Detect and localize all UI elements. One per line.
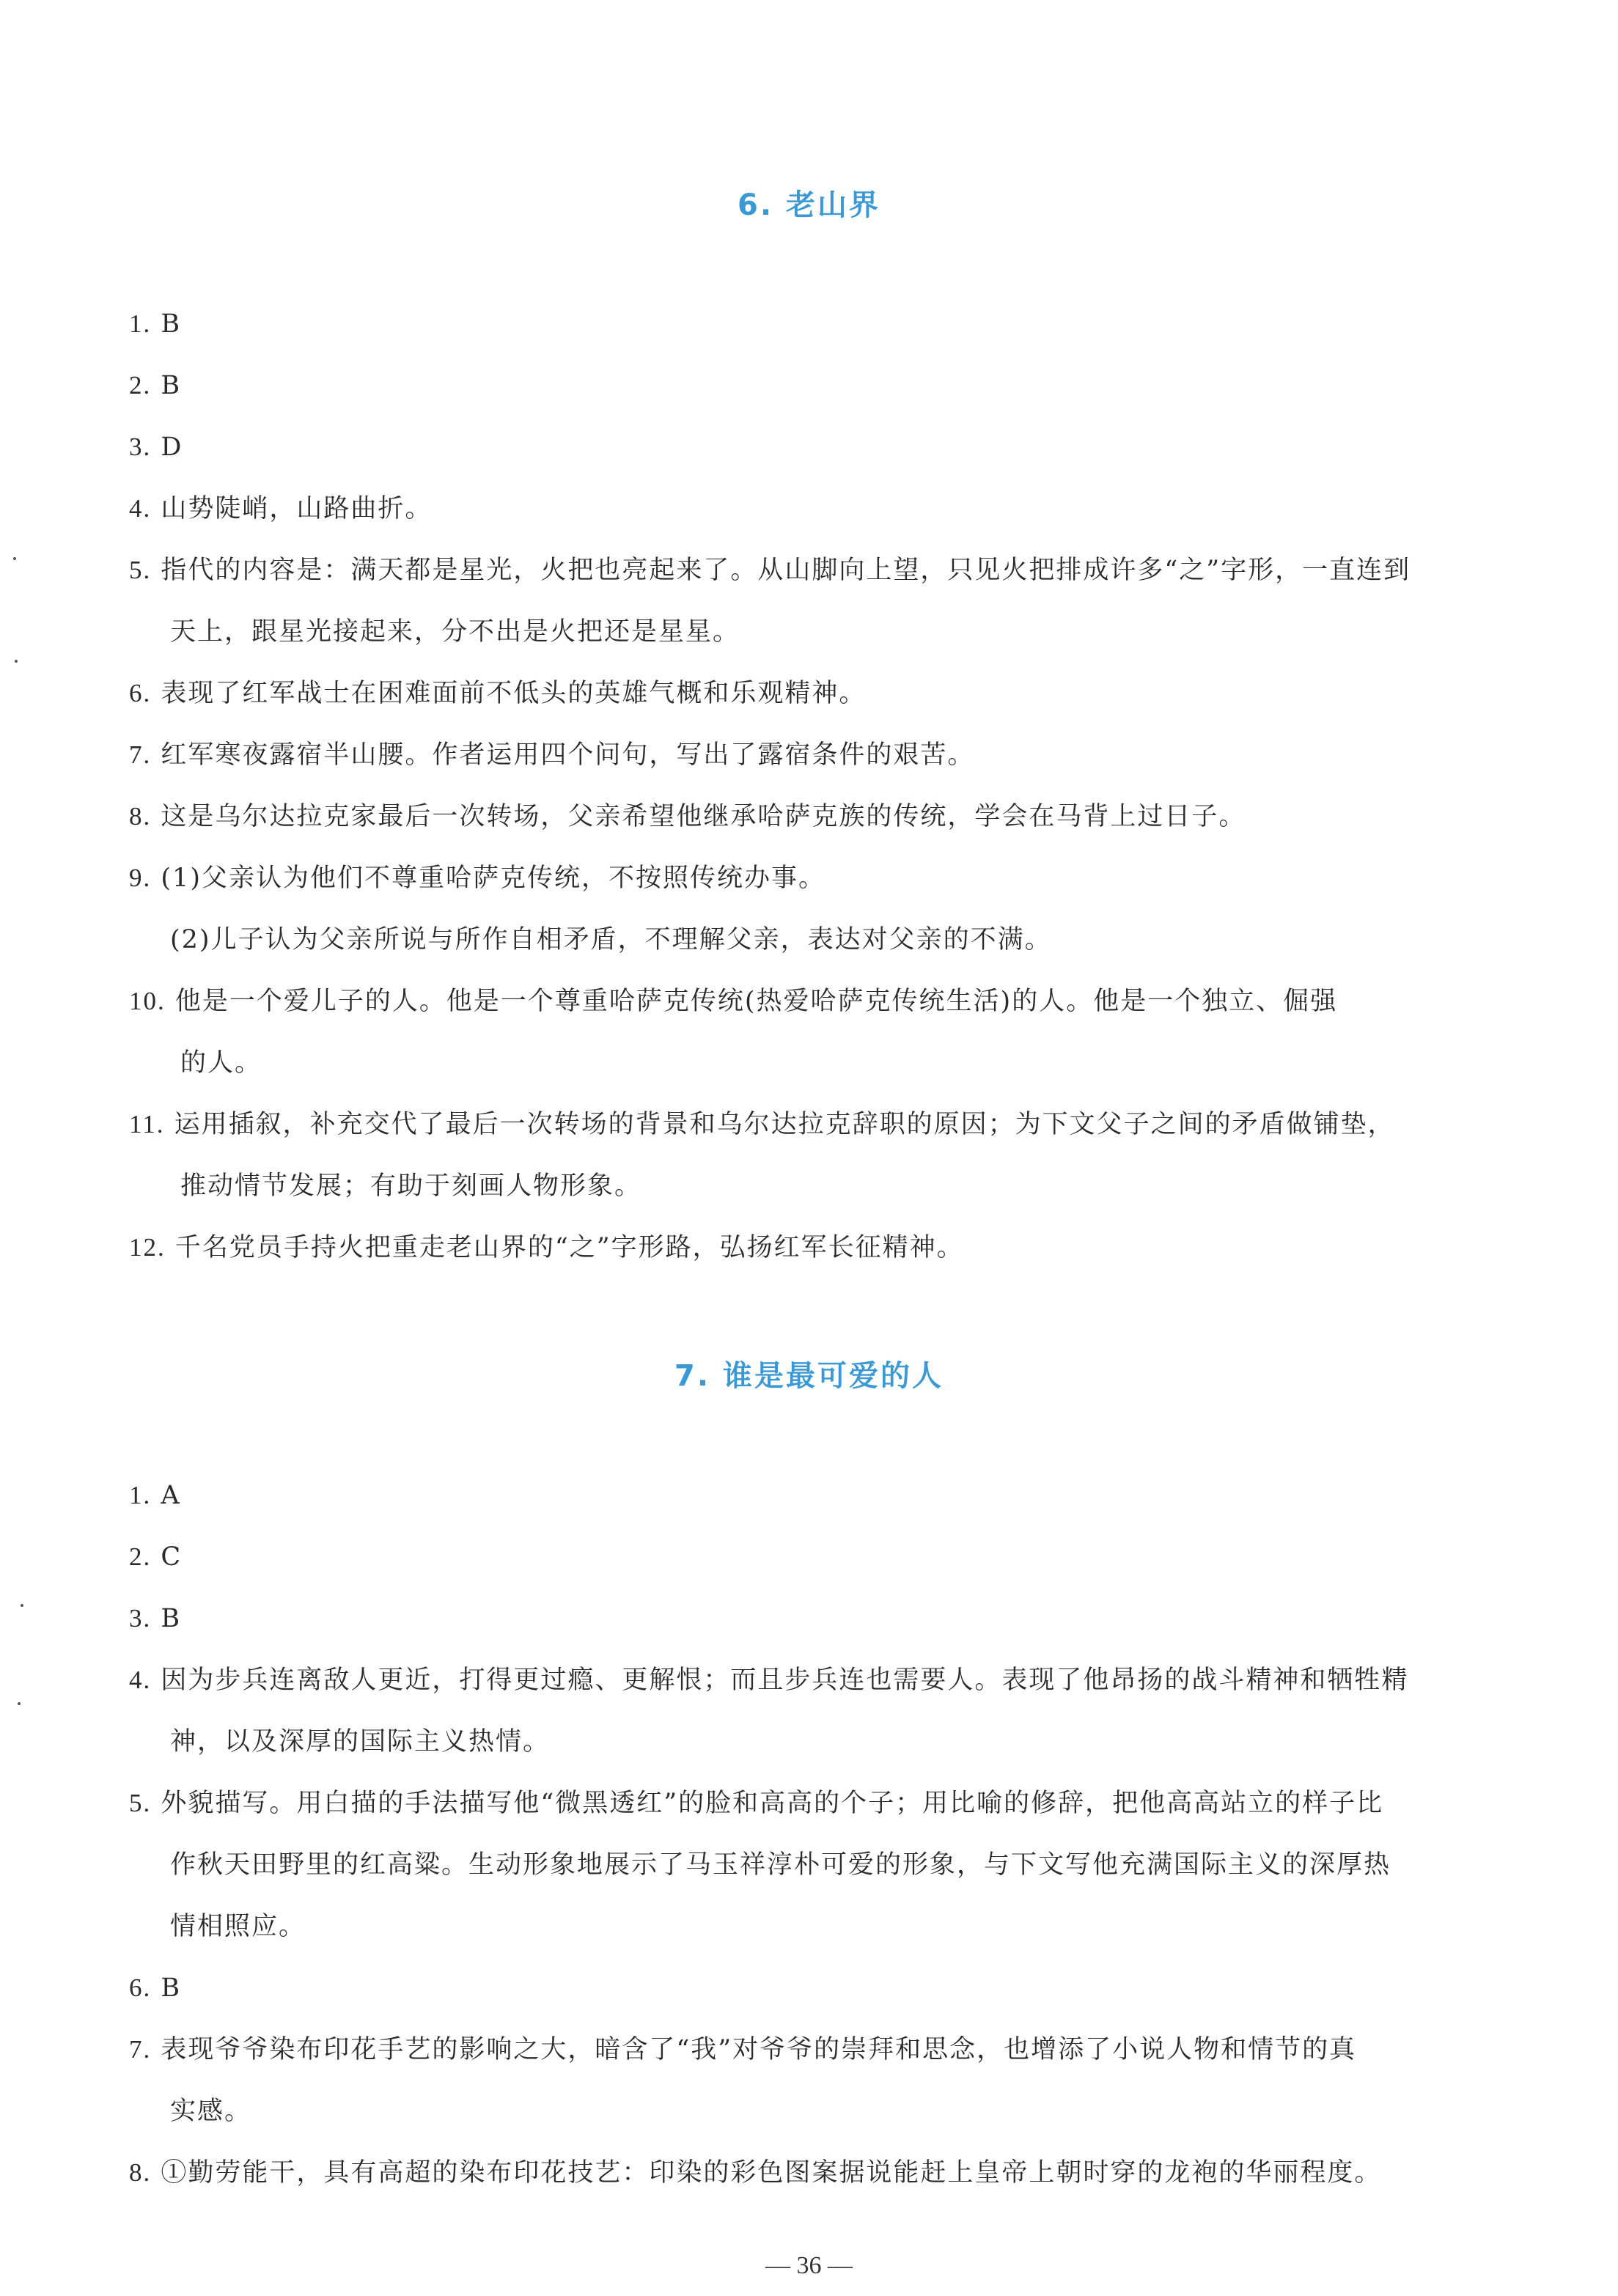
section-7-title: 7. 谁是最可爱的人 (674, 1359, 944, 1393)
answer-6-12: 12. 千名党员手持火把重走老山界的“之”字形路，弘扬红军长征精神。 (129, 1233, 964, 1262)
page-number: — 36 — (765, 2252, 853, 2279)
answer-7-5: 5. 外貌描写。用白描的手法描写他“微黑透红”的脸和高高的个子；用比喻的修辞，把他高高站立的样子比 (129, 1789, 1384, 1818)
answer-6-7: 7. 红军寒夜露宿半山腰。作者运用四个问句，写出了露宿条件的艰苦。 (129, 740, 975, 770)
answer-6-10: 10. 他是一个爱儿子的人。他是一个尊重哈萨克传统(热爱哈萨克传统生活)的人。他是一个独立、倔强 (129, 987, 1338, 1016)
scan-speck (18, 1702, 21, 1705)
answer-6-2: 2. B (129, 371, 182, 400)
answer-7-5-continued: 作秋天田野里的红高粱。生动形象地展示了马玉祥淳朴可爱的形象，与下文写他充满国际主义的深厚热 (170, 1850, 1391, 1880)
answer-6-3: 3. D (129, 433, 183, 462)
answer-7-3: 3. B (129, 1604, 182, 1633)
answer-6-8: 8. 这是乌尔达拉克家最后一次转场，父亲希望他继承哈萨克族的传统，学会在马背上过日子。 (129, 802, 1246, 831)
answer-7-2: 2. C (129, 1542, 183, 1572)
answer-6-5: 5. 指代的内容是：满天都是星光，火把也亮起来了。从山脚向上望，只见火把排成许多“之”字形，一直连到 (129, 556, 1411, 585)
answer-7-7: 7. 表现爷爷染布印花手艺的影响之大，暗含了“我”对爷爷的崇拜和思念，也增添了小说人物和情节的真 (129, 2035, 1357, 2064)
scan-speck (13, 557, 16, 560)
answer-7-7-continued: 实感。 (170, 2097, 252, 2126)
answer-6-11: 11. 运用插叙，补充交代了最后一次转场的背景和乌尔达拉克辞职的原因；为下文父子之间的矛盾做铺垫， (129, 1110, 1395, 1139)
section-6-title: 6. 老山界 (738, 188, 880, 222)
answer-6-4: 4. 山势陡峭，山路曲折。 (129, 494, 433, 523)
scan-speck (15, 660, 18, 663)
scan-speck (21, 1604, 23, 1607)
answer-6-9-part-2: (2)儿子认为父亲所说与所作自相矛盾，不理解父亲，表达对父亲的不满。 (170, 925, 1052, 954)
answer-7-8: 8. ①勤劳能干，具有高超的染布印花技艺：印染的彩色图案据说能赶上皇帝上朝时穿的龙袍的华丽程度。 (129, 2158, 1382, 2188)
answer-7-5-continued-2: 情相照应。 (170, 1912, 306, 1941)
answer-7-6: 6. B (129, 1973, 182, 2003)
answer-6-11-continued: 推动情节发展；有助于刻画人物形象。 (180, 1171, 642, 1201)
answer-7-4: 4. 因为步兵连离敌人更近，打得更过瘾、更解恨；而且步兵连也需要人。表现了他昂扬的战斗精神和牺牲精 (129, 1666, 1409, 1695)
answer-6-5-continued: 天上，跟星光接起来，分不出是火把还是星星。 (170, 617, 740, 647)
answer-6-10-continued: 的人。 (180, 1048, 262, 1078)
answer-7-1: 1. A (129, 1481, 181, 1510)
answer-6-9: 9. (1)父亲认为他们不尊重哈萨克传统，不按照传统办事。 (129, 864, 825, 893)
answer-6-1: 1. B (129, 309, 182, 339)
answer-6-6: 6. 表现了红军战士在困难面前不低头的英雄气概和乐观精神。 (129, 679, 867, 708)
answer-7-4-continued: 神，以及深厚的国际主义热情。 (170, 1727, 551, 1756)
